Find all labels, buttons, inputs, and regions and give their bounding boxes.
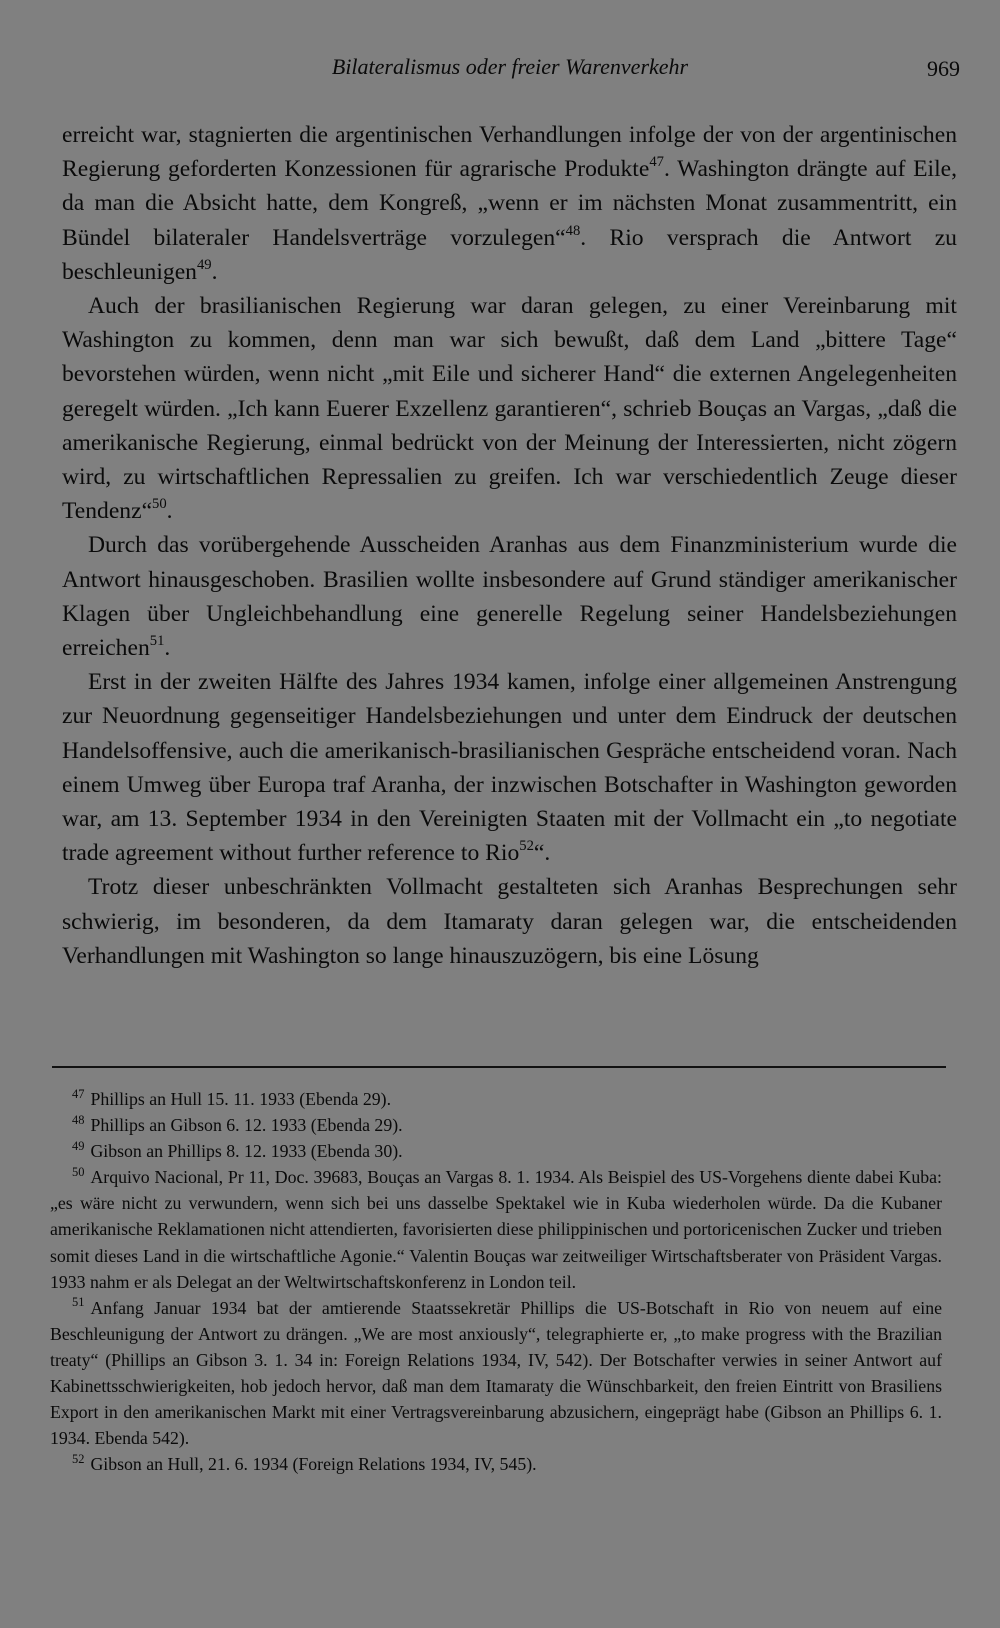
text-span: . — [164, 635, 171, 662]
footnote-number: 51 — [72, 1295, 85, 1310]
paragraph-5 — [62, 870, 957, 973]
page-number: 969 — [927, 56, 960, 81]
footnote-text: Gibson an Phillips 8. 12. 1933 (Ebenda 30). — [90, 1141, 403, 1162]
page-header — [60, 52, 960, 92]
footnote-ref-47: 47 — [649, 153, 664, 170]
text-span: Durch das vorübergehende Ausscheiden Aranhas aus dem Finanzministerium wurde die Antwort hinausgeschoben. Brasilien wollte insbesondere auf Grund ständiger amerikanischer Klagen über Ungleichbehandlung eine generelle Regelung seiner Handelsbeziehungen erreichen — [62, 532, 957, 662]
footnote-51 — [50, 1295, 942, 1452]
footnote-number: 48 — [72, 1112, 85, 1127]
footnote-ref-48: 48 — [565, 222, 581, 239]
main-text — [62, 118, 957, 973]
footnote-number: 49 — [72, 1138, 85, 1153]
footnote-47 — [50, 1086, 942, 1112]
footnote-text: Gibson an Hull, 21. 6. 1934 (Foreign Relations 1934, IV, 545). — [90, 1454, 537, 1475]
paragraph-1 — [62, 118, 957, 289]
footnote-text: Phillips an Hull 15. 11. 1933 (Ebenda 29). — [90, 1089, 392, 1109]
footnote-text: Phillips an Gibson 6. 12. 1933 (Ebenda 29). — [90, 1115, 403, 1136]
text-span: Auch der brasilianischen Regierung war daran gelegen, zu einer Vereinbarung mit Washington zu kommen, denn man war sich bewußt, daß dem Land „bittere Tage“ bevorstehen würden, wenn nicht „mit Eile und sicherer Hand“ die externen Angelegenheiten geregelt würden. „Ich kann Euerer Exzellenz garantieren“, schrieb Bouças an Vargas, „daß die amerikanische Regierung, einmal bedrückt von der Meinung der Interessierten, nicht zögern wird, zu wirtschaftlichen Repressalien zu greifen. Ich war verschiedentlich Zeuge dieser Tendenz“ — [62, 293, 957, 525]
text-span: Erst in der zweiten Hälfte des Jahres 1934 kamen, infolge einer allgemeinen Anstrengung zur Neuordnung gegenseitiger Handelsbeziehungen und unter dem Eindruck der deutschen Handelsoffensive, auch die amerikanisch-brasilianischen Gespräche entscheidend voran. Nach einem Umweg über Europa traf Aranha, der inzwischen Botschafter in Washington geworden war, am 13. September 1934 in den Vereinigten Staaten mit der Vollmacht ein „to negotiate trade agreement without further reference to Rio — [62, 669, 957, 867]
footnote-ref-51: 51 — [149, 632, 165, 649]
text-span: . Washington drängte auf Eile, da man die Absicht hatte, dem Kongreß, „wenn er im nächsten Monat zusammentritt, ein Bündel bilateraler Handelsverträge vorzulegen“ — [62, 156, 957, 251]
footnote-48 — [50, 1112, 942, 1138]
paragraph-4 — [62, 665, 957, 870]
footnote-50 — [50, 1164, 942, 1294]
footnote-number: 50 — [72, 1164, 85, 1179]
text-span: “. — [533, 840, 551, 867]
paragraph-2 — [62, 289, 957, 528]
footnote-text: Arquivo Nacional, Pr 11, Doc. 39683, Bouças an Vargas 8. 1. 1934. Als Beispiel des US-Vorgehens diente dabei Kuba: „es wäre nicht zu verwundern, wenn sich bei uns dasselbe Spektakel wie in Kuba wiederholen würde. Da die Kubaner amerikanische Reklamationen nicht attendierten, favorisierten diese philippinischen und portoricenischen Zucker und trieben somit dieses Land in die wirtschaftliche Agonie.“ Valentin Bouças war zeitweiliger Wirtschaftsberater von Präsident Vargas. 1933 nahm er als Delegat an der Weltwirtschaftskonferenz in London teil. — [50, 1167, 942, 1292]
text-span: . — [166, 498, 173, 525]
footnote-number: 52 — [72, 1451, 85, 1466]
footnote-ref-50: 50 — [152, 496, 167, 512]
footnote-separator — [52, 1066, 946, 1068]
text-span: . Rio versprach die Antwort zu beschleunigen — [62, 224, 957, 285]
paragraph-3 — [62, 528, 957, 665]
text-span: . — [211, 258, 218, 285]
footnote-ref-52: 52 — [519, 838, 534, 855]
footnote-49 — [50, 1138, 942, 1164]
footnote-52 — [50, 1451, 942, 1477]
text-span: Trotz dieser unbeschränkten Vollmacht gestalteten sich Aranhas Besprechungen sehr schwierig, im besonderen, da dem Itamaraty daran gelegen war, die entscheidenden Verhandlungen mit Washington so lange hinauszuzögern, bis eine Lösung — [62, 874, 957, 969]
footnotes — [50, 1086, 942, 1477]
text-span: erreicht war, stagnierten die argentinischen Verhandlungen infolge der von der argentinischen Regierung geforderten Konzessionen für agrarische Produkte — [62, 122, 957, 183]
footnote-text: Anfang Januar 1934 bat der amtierende Staatssekretär Phillips die US-Botschaft in Rio von neuem auf eine Beschleunigung der Antwort zu drängen. „We are most anxiously“, telegraphierte er, „to make progress with the Brazilian treaty“ (Phillips an Gibson 3. 1. 34 in: Foreign Relations 1934, IV, 542). Der Botschafter verwies in seiner Antwort auf Kabinettsschwierigkeiten, hob jedoch hervor, daß man dem Itamaraty die Wünschbarkeit, den freien Eintritt von Brasiliens Export in den amerikanischen Markt mit einer Vertragsvereinbarung abzusichern, eingeprägt habe (Gibson an Phillips 6. 1. 1934. Ebenda 542). — [50, 1297, 942, 1449]
running-title: Bilateralismus oder freier Warenverkehr — [331, 54, 689, 79]
footnote-ref-49: 49 — [196, 256, 212, 273]
footnote-number: 47 — [72, 1086, 85, 1101]
